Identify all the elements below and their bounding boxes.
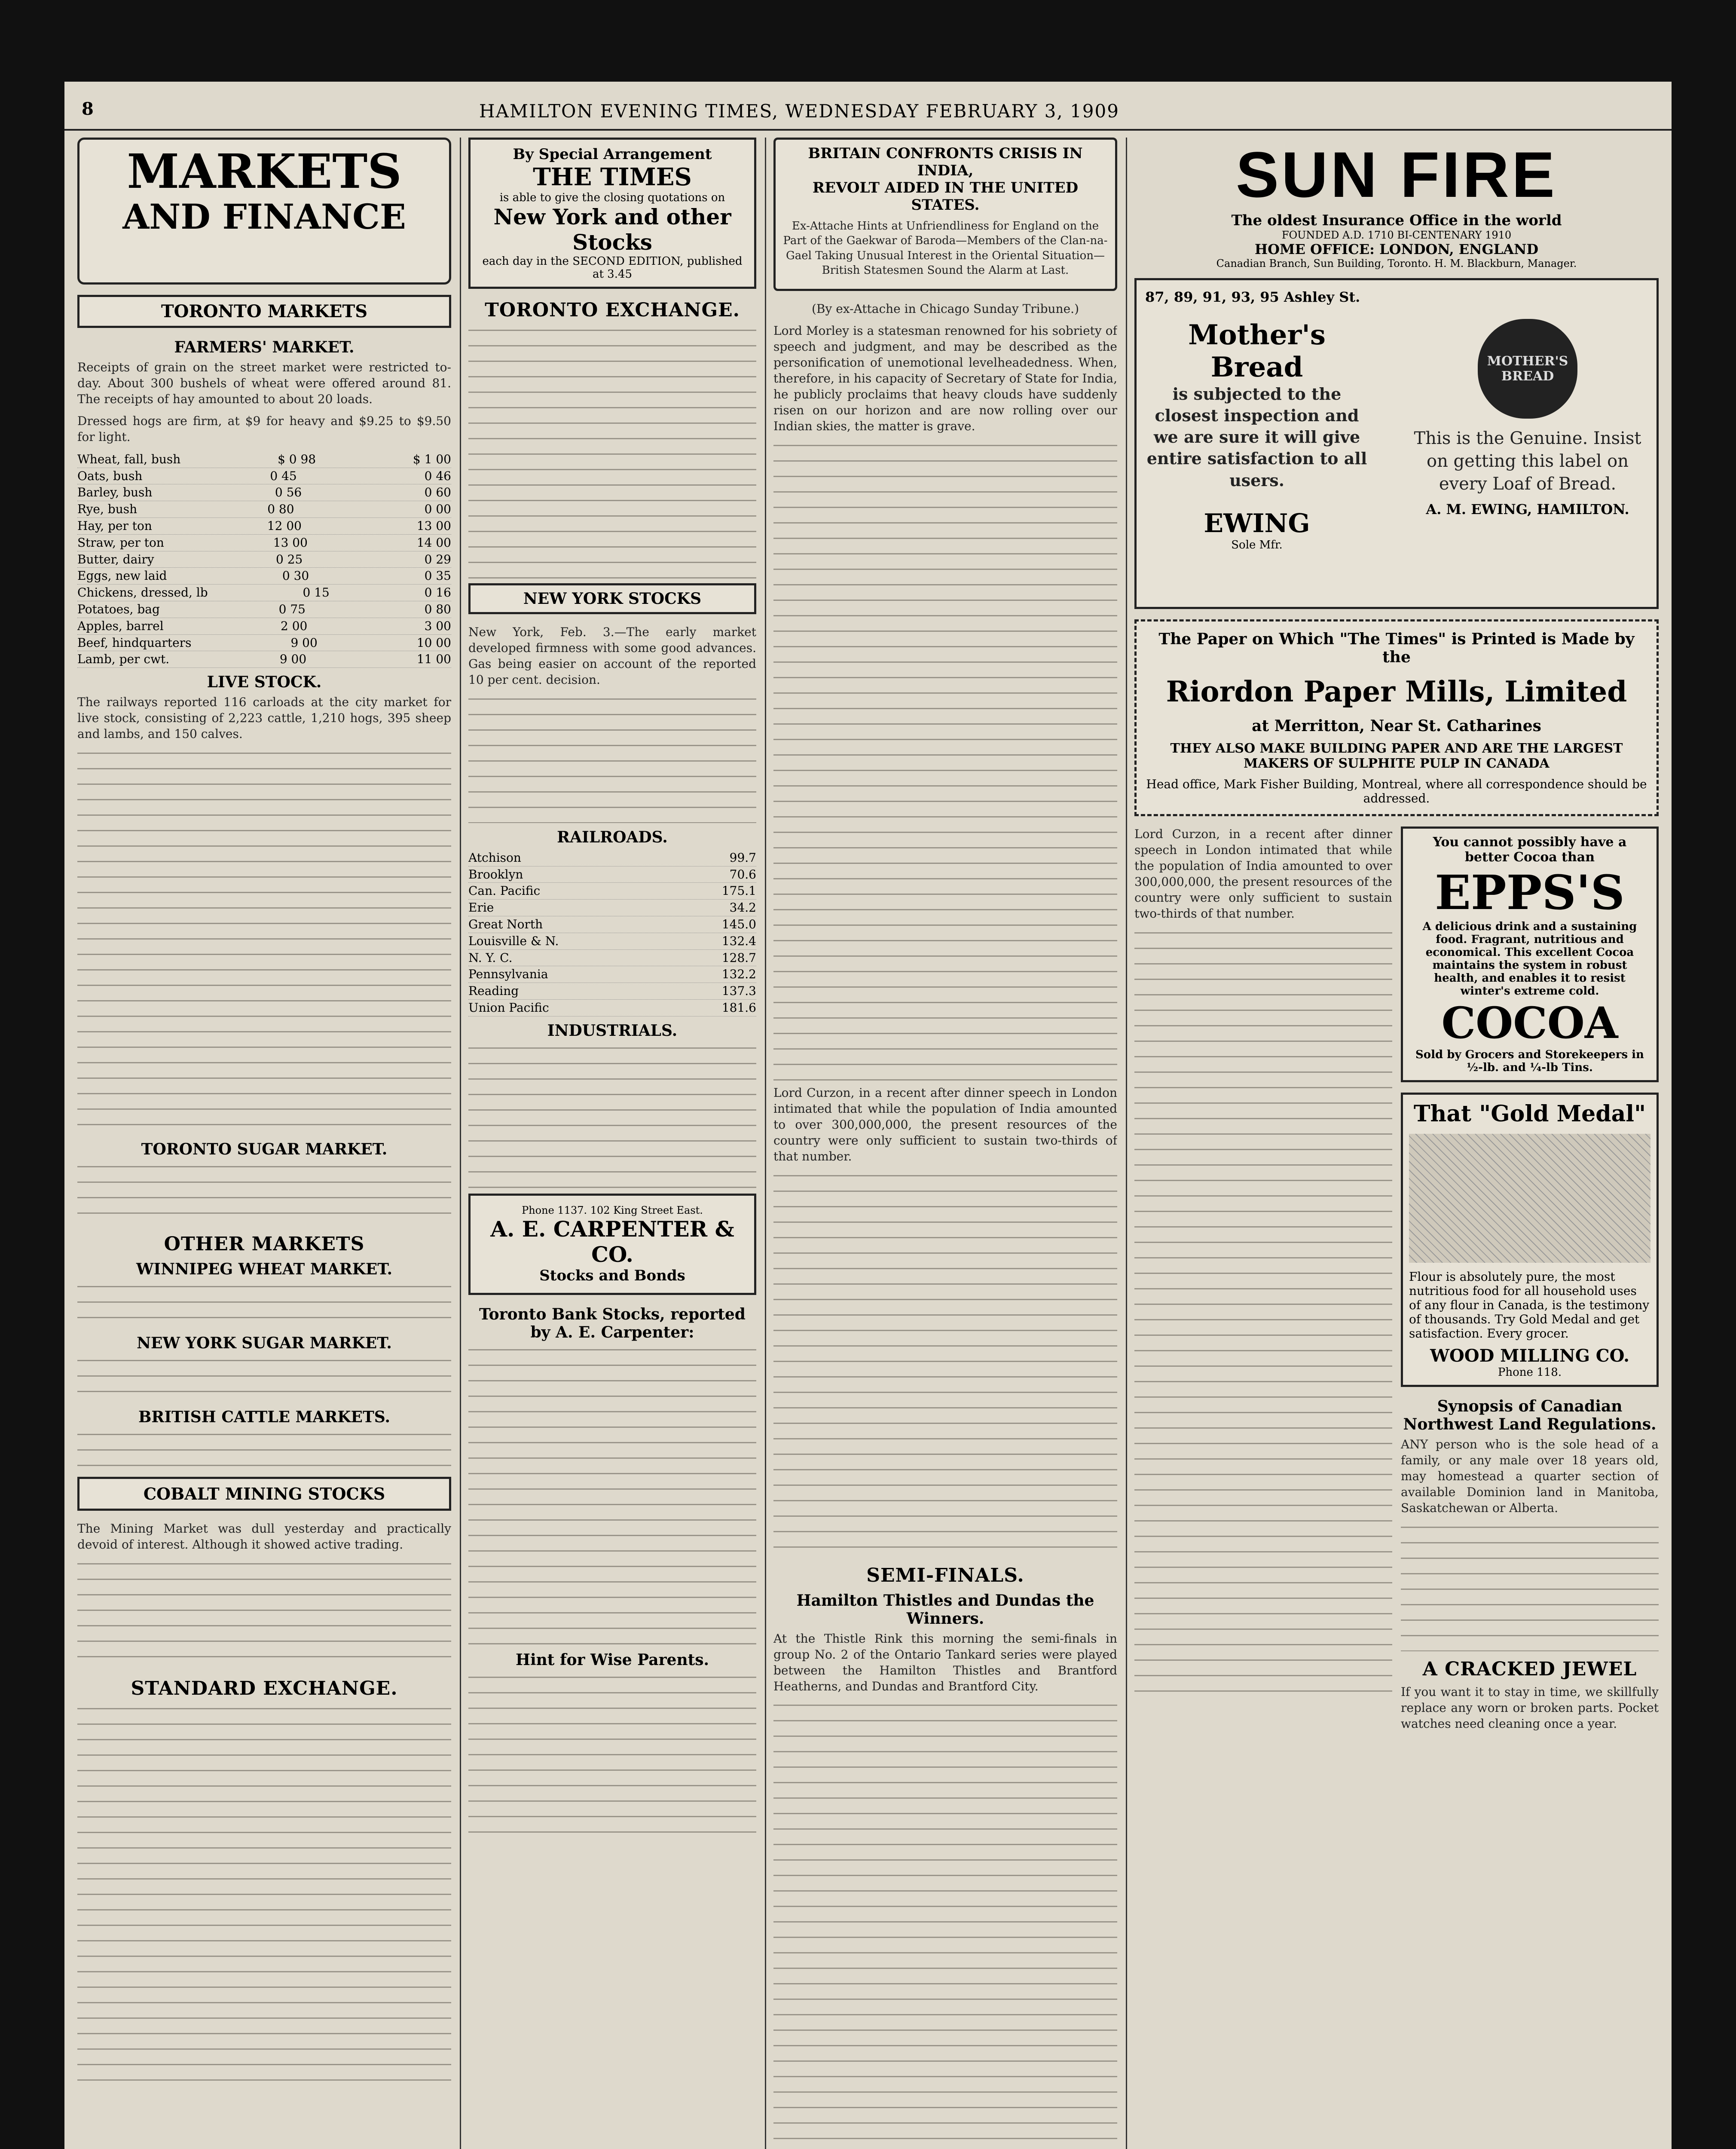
sun-fire-sub: The oldest Insurance Office in the world [1231,212,1562,229]
carpenter-sub: Stocks and Bonds [539,1267,685,1284]
page-header [64,82,1672,131]
text-block [77,1559,451,1671]
text-block [773,1171,1117,1558]
semi-finals-heading: SEMI-FINALS. [866,1564,1024,1586]
industrials-heading: INDUSTRIALS. [547,1021,678,1040]
toronto-exchange-heading: TORONTO EXCHANGE. [485,299,740,321]
winnipeg-wheat-heading: WINNIPEG WHEAT MARKET. [136,1260,392,1278]
masthead: HAMILTON EVENING TIMES, WEDNESDAY FEBRUARY 3, 1909 [479,101,1119,122]
riordon-name: Riordon Paper Mills, Limited [1166,675,1627,708]
carpenter-address: Phone 1137. 102 King Street East. [522,1204,703,1216]
ads-column [1134,138,1659,2149]
special-line-3: is able to give the closing quotations on [499,191,725,204]
text-block [773,441,1117,1085]
bread-sole: Sole Mfr. [1231,538,1283,551]
stock-row: Great North 145.0 [468,916,756,933]
stocks-column [468,138,756,2149]
cracked-jewel-heading: A CRACKED JEWEL [1422,1658,1637,1680]
thistles-subheading: Hamilton Thistles and Dundas the Winners. [796,1591,1094,1628]
article-byline: (By ex-Attache in Chicago Sunday Tribune.) [811,302,1079,316]
cobalt-mining-heading: COBALT MINING STOCKS [143,1484,385,1503]
cobalt-text: The Mining Market was dull yesterday and practically devoid of interest. Although it showed active trading. [77,1521,451,1552]
toronto-sugar-heading: TORONTO SUGAR MARKET. [141,1140,388,1158]
epps-name: EPPS'S [1435,865,1625,920]
column-rule [765,138,766,2149]
lower-left-column [1134,827,1392,1738]
carpenter-ad [468,1194,756,1295]
produce-row: Butter, dairy 0 25 0 29 [77,551,451,568]
gold-medal-title: That "Gold Medal" [1413,1101,1646,1127]
special-arrangement-box [468,138,756,289]
farmers-market-text: Receipts of grain on the street market were restricted to-day. About 300 bushels of wheat were offered around 81. The receipts of hay amounted to about 20 loads. [77,360,451,406]
text-block [77,1356,451,1403]
text-block [468,1043,756,1194]
newspaper-page [64,82,1672,2149]
produce-row: Barley, bush 0 56 0 60 [77,484,451,501]
column-rule [1126,138,1127,2149]
carpenter-name: A. E. CARPENTER & CO. [490,1216,734,1267]
riordon-intro: The Paper on Which "The Times" is Printed is Made by the [1158,630,1635,666]
article-body-2: Lord Curzon, in a recent after dinner speech in London intimated that while the population of India amounted to over 300,000,000, the present resources of the country were only sufficient to sustain two-thirds of that number. [773,1085,1117,1163]
lower-left-text: Lord Curzon, in a recent after dinner speech in London intimated that while the population of India amounted to over 300,000,000, the present resources of the country were only sufficient to sustain two-thirds of that number. [1134,827,1392,921]
stock-row: Atchison 99.7 [468,850,756,866]
produce-row: Potatoes, bag 0 75 0 80 [77,601,451,618]
text-block [468,325,756,583]
lower-right-column [1401,827,1659,1738]
headline-line-1: BRITAIN CONFRONTS CRISIS IN INDIA, [808,145,1083,179]
text-block [77,1430,451,1477]
sun-fire-founded: FOUNDED A.D. 1710 BI-CENTENARY 1910 [1281,229,1512,241]
bread-address: 87, 89, 91, 93, 95 Ashley St. [1145,289,1360,305]
synopsis-heading: Synopsis of Canadian Northwest Land Regulations. [1403,1397,1657,1433]
bread-text: is subjected to the closest inspection and we are sure it will give entire satisfaction to all users. [1146,384,1367,490]
text-block [1134,928,1392,1702]
stock-row: Reading 137.3 [468,983,756,1000]
text-block [77,1704,451,2091]
text-block [1401,1522,1659,1651]
live-stock-text: The railways reported 116 carloads at the city market for live stock, consisting of 2,223 cattle, 1,210 hogs, 395 sheep and lambs, and 150 calves. [77,695,451,741]
column-rule [460,138,461,2149]
headline-box [773,138,1117,291]
bread-ewing: EWING [1204,508,1310,539]
produce-row: Beef, hindquarters 9 00 10 00 [77,635,451,652]
news-column [773,138,1117,2149]
epps-text: A delicious drink and a sustaining food. Fragrant, nutritious and economical. This excellent Cocoa maintains the system in robust health, and enables it to resist winter's extreme cold. [1422,920,1637,998]
new-york-stocks-heading: NEW YORK STOCKS [523,590,702,608]
produce-row: Wheat, fall, bush $ 0 98 $ 1 00 [77,451,451,468]
gold-medal-ad [1401,1093,1659,1387]
text-block [468,1672,756,1844]
page-number: 8 [82,99,94,119]
produce-row: Rye, bush 0 80 0 00 [77,501,451,518]
stock-row: Can. Pacific 175.1 [468,883,756,900]
sun-fire-ad [1134,138,1659,269]
produce-row: Apples, barrel 2 00 3 00 [77,618,451,635]
finance-title: AND FINANCE [122,196,406,237]
stock-row: N. Y. C. 128.7 [468,950,756,967]
standard-exchange-heading: STANDARD EXCHANGE. [131,1677,398,1699]
british-cattle-heading: BRITISH CATTLE MARKETS. [138,1408,391,1426]
riordon-place: at Merritton, Near St. Catharines [1252,717,1541,735]
special-line-1: By Special Arrangement [513,146,712,163]
markets-title: MARKETS [127,144,402,199]
epps-sold: Sold by Grocers and Storekeepers in ½-lb. and ¼-lb Tins. [1415,1048,1644,1074]
epps-intro: You cannot possibly have a better Cocoa than [1433,835,1627,865]
bread-genuine: This is the Genuine. Insist on getting this label on every Loaf of Bread. [1414,429,1641,494]
bread-label-seal: MOTHER'S BREAD [1478,319,1577,419]
stock-row: Pennsylvania 132.2 [468,966,756,983]
special-line-5: each day in the SECOND EDITION, published at 3.45 [482,255,743,281]
live-stock-heading: LIVE STOCK. [207,673,322,692]
farmers-market-heading: FARMERS' MARKET. [174,338,355,356]
new-york-stocks-box [468,583,756,614]
toronto-markets-box [77,295,451,328]
special-line-2: THE TIMES [533,163,692,191]
bread-title: Mother's Bread [1188,319,1326,383]
bread-left [1145,319,1369,551]
stock-row: Brooklyn 70.6 [468,866,756,883]
markets-column [77,138,451,2149]
article-body-1: Lord Morley is a statesman renowned for his sobriety of speech and judgment, and may be described as the personification of unemotional levelheadedness. When, therefore, in his capacity of Secretary of State for India, he publicly proclaims that heavy clouds have suddenly risen on our horizon and are now rolling over our Indian skies, the matter is grave. [773,324,1117,433]
toronto-markets-heading: TORONTO MARKETS [161,301,368,321]
stock-row: Louisville & N. 132.4 [468,933,756,950]
headline-deck: Ex-Attache Hints at Unfriendliness for England on the Part of the Gaekwar of Baroda—Members of the Clan-na-Gael Taking Unusual Interest in the Oriental Situation—British Statesmen Sound the Alarm at Last. [783,220,1108,277]
epps-ad [1401,827,1659,1082]
text-block [468,694,756,823]
text-block [773,1700,1117,2149]
ny-sugar-heading: NEW YORK SUGAR MARKET. [137,1334,392,1352]
produce-row: Oats, bush 0 45 0 46 [77,468,451,485]
flour-illustration [1409,1134,1650,1263]
thistles-text: At the Thistle Rink this morning the semi-finals in group No. 2 of the Ontario Tankard series were played between the Hamilton Thistles and Brantford Heatherns, and Dundas and Brantford City. [773,1631,1117,1693]
text-block [468,1345,756,1646]
text-block [77,1162,451,1226]
sun-fire-title: SUN FIRE [1235,138,1558,211]
other-markets-heading: OTHER MARKETS [164,1233,365,1255]
stock-row: Union Pacific 181.6 [468,1000,756,1016]
railroads-heading: RAILROADS. [557,828,668,846]
stock-table [468,850,756,1016]
produce-row: Lamb, per cwt. 9 00 11 00 [77,651,451,668]
ny-stocks-text: New York, Feb. 3.—The early market developed firmness with some good advances. Gas being easier on account of the reported 10 per cent. decision. [468,625,756,687]
dressed-hogs-text: Dressed hogs are firm, at $9 for heavy and $9.25 to $9.50 for light. [77,413,451,444]
riordon-ad [1134,619,1659,816]
text-block [77,748,451,1135]
text-block [77,1282,451,1329]
produce-table [77,451,451,668]
bread-maker: A. M. EWING, HAMILTON. [1426,501,1629,518]
synopsis-text: ANY person who is the sole head of a family, or any male over 18 years old, may homestead a quarter section of available Dominion land in Manitoba, Saskatchewan or Alberta. [1401,1437,1659,1515]
produce-row: Hay, per ton 12 00 13 00 [77,518,451,535]
epps-cocoa: COCOA [1441,998,1618,1048]
markets-finance-banner [77,138,451,285]
headline-line-2: REVOLT AIDED IN THE UNITED STATES. [812,179,1079,214]
stock-row: Erie 34.2 [468,900,756,916]
cobalt-mining-box [77,1477,451,1511]
produce-row: Chickens, dressed, lb 0 15 0 16 [77,585,451,601]
bread-right [1407,319,1648,517]
gold-medal-text: Flour is absolutely pure, the most nutritious food for all household uses of any flour in Canada, is the testimony of thousands. Try Gold Medal and get satisfaction. Every grocer. [1409,1270,1650,1341]
hint-heading: Hint for Wise Parents. [515,1650,709,1669]
cracked-jewel-text: If you want it to stay in time, we skillfully replace any worn or broken parts. Pocket watches need cleaning once a year. [1401,1684,1659,1731]
wood-phone: Phone 118. [1498,1366,1562,1379]
sun-fire-agents: Canadian Branch, Sun Building, Toronto. H. M. Blackburn, Manager. [1216,257,1577,269]
wood-milling: WOOD MILLING CO. [1430,1346,1630,1366]
special-line-4: New York and other Stocks [493,204,731,255]
produce-row: Eggs, new laid 0 30 0 35 [77,568,451,585]
lower-ads-row [1134,827,1659,1738]
sun-fire-office: HOME OFFICE: LONDON, ENGLAND [1254,241,1539,257]
toronto-bank-heading: Toronto Bank Stocks, reported by A. E. Carpenter: [479,1305,746,1341]
riordon-office: Head office, Mark Fisher Building, Montreal, where all correspondence should be addressed. [1146,777,1647,805]
riordon-also: THEY ALSO MAKE BUILDING PAPER AND ARE THE LARGEST MAKERS OF SULPHITE PULP IN CANADA [1170,741,1623,771]
mothers-bread-ad [1134,278,1659,609]
produce-row: Straw, per ton 13 00 14 00 [77,535,451,551]
